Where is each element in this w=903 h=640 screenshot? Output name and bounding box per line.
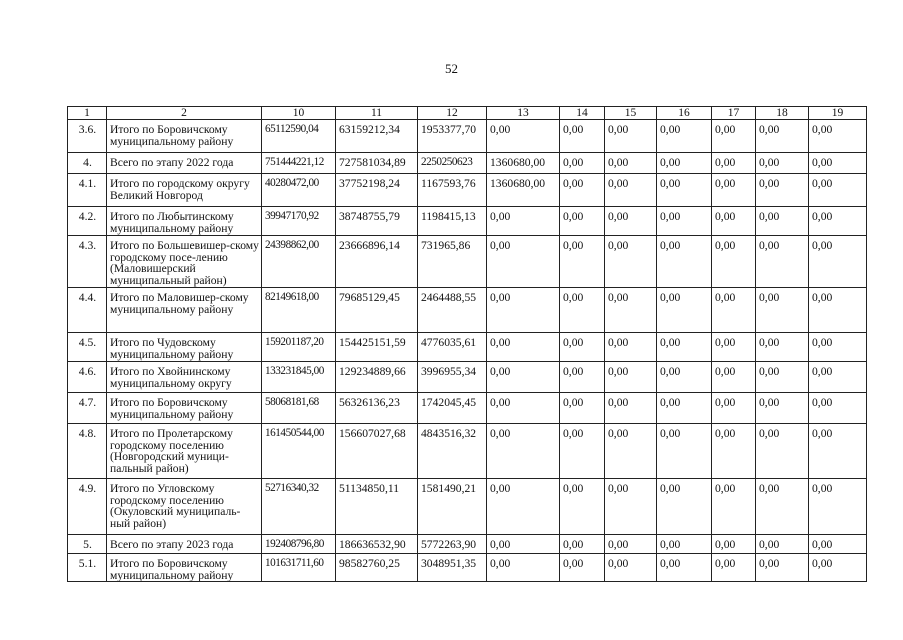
cell-col-17: 0,00	[712, 207, 756, 236]
cell-col-19: 0,00	[809, 120, 867, 153]
cell-col-16: 0,00	[657, 174, 712, 207]
cell-col-18: 0,00	[756, 535, 809, 554]
cell-col-19: 0,00	[809, 424, 867, 479]
cell-col-15: 0,00	[605, 236, 657, 288]
column-header: 13	[487, 107, 560, 120]
cell-col-12: 1198415,13	[418, 207, 487, 236]
cell-col-18: 0,00	[756, 554, 809, 582]
cell-col-16: 0,00	[657, 288, 712, 333]
row-name: Итого по Боровичскому муниципальному району	[107, 554, 262, 582]
cell-col-17: 0,00	[712, 535, 756, 554]
cell-col-13: 0,00	[487, 479, 560, 535]
cell-col-11: 156607027,68	[336, 424, 418, 479]
cell-col-19: 0,00	[809, 393, 867, 424]
cell-col-16: 0,00	[657, 554, 712, 582]
cell-col-15: 0,00	[605, 393, 657, 424]
row-name: Всего по этапу 2022 года	[107, 153, 262, 174]
cell-col-12: 1953377,70	[418, 120, 487, 153]
cell-col-18: 0,00	[756, 362, 809, 393]
cell-col-10: 39947170,92	[262, 207, 336, 236]
row-number: 3.6.	[68, 120, 107, 153]
cell-col-10: 58068181,68	[262, 393, 336, 424]
cell-col-14: 0,00	[560, 535, 605, 554]
cell-col-12: 1167593,76	[418, 174, 487, 207]
table-row	[68, 120, 867, 153]
cell-col-14: 0,00	[560, 554, 605, 582]
cell-col-18: 0,00	[756, 174, 809, 207]
cell-col-18: 0,00	[756, 288, 809, 333]
cell-col-12: 3996955,34	[418, 362, 487, 393]
cell-col-10: 192408796,80	[262, 535, 336, 554]
cell-col-17: 0,00	[712, 153, 756, 174]
table-row	[68, 288, 867, 333]
row-number: 4.4.	[68, 288, 107, 333]
cell-col-19: 0,00	[809, 535, 867, 554]
cell-col-12: 3048951,35	[418, 554, 487, 582]
cell-col-18: 0,00	[756, 479, 809, 535]
column-header: 15	[605, 107, 657, 120]
cell-col-12: 1581490,21	[418, 479, 487, 535]
cell-col-19: 0,00	[809, 333, 867, 362]
cell-col-11: 37752198,24	[336, 174, 418, 207]
cell-col-16: 0,00	[657, 393, 712, 424]
cell-col-18: 0,00	[756, 153, 809, 174]
cell-col-14: 0,00	[560, 207, 605, 236]
cell-col-13: 0,00	[487, 236, 560, 288]
cell-col-12: 4776035,61	[418, 333, 487, 362]
cell-col-10: 159201187,20	[262, 333, 336, 362]
cell-col-14: 0,00	[560, 288, 605, 333]
cell-col-11: 23666896,14	[336, 236, 418, 288]
cell-col-19: 0,00	[809, 153, 867, 174]
cell-col-15: 0,00	[605, 288, 657, 333]
cell-col-15: 0,00	[605, 333, 657, 362]
row-name: Итого по Боровичскому муниципальному району	[107, 393, 262, 424]
column-header: 17	[712, 107, 756, 120]
row-name: Итого по Чудовскому муниципальному району	[107, 333, 262, 362]
cell-col-14: 0,00	[560, 362, 605, 393]
row-number: 5.	[68, 535, 107, 554]
cell-col-10: 82149618,00	[262, 288, 336, 333]
cell-col-18: 0,00	[756, 207, 809, 236]
cell-col-10: 65112590,04	[262, 120, 336, 153]
cell-col-19: 0,00	[809, 288, 867, 333]
row-number: 4.6.	[68, 362, 107, 393]
cell-col-12: 1742045,45	[418, 393, 487, 424]
row-number: 4.5.	[68, 333, 107, 362]
cell-col-11: 56326136,23	[336, 393, 418, 424]
cell-col-11: 63159212,34	[336, 120, 418, 153]
row-number: 4.2.	[68, 207, 107, 236]
cell-col-14: 0,00	[560, 120, 605, 153]
cell-col-15: 0,00	[605, 479, 657, 535]
column-header: 1	[68, 107, 107, 120]
cell-col-15: 0,00	[605, 174, 657, 207]
cell-col-13: 0,00	[487, 554, 560, 582]
row-number: 4.7.	[68, 393, 107, 424]
column-header: 18	[756, 107, 809, 120]
cell-col-13: 0,00	[487, 362, 560, 393]
cell-col-15: 0,00	[605, 424, 657, 479]
row-name: Итого по городскому округу Великий Новгород	[107, 174, 262, 207]
cell-col-18: 0,00	[756, 424, 809, 479]
column-header: 19	[809, 107, 867, 120]
cell-col-19: 0,00	[809, 554, 867, 582]
cell-col-11: 727581034,89	[336, 153, 418, 174]
table-row	[68, 153, 867, 174]
row-name: Итого по Любытинскому муниципальному району	[107, 207, 262, 236]
column-header: 10	[262, 107, 336, 120]
cell-col-13: 0,00	[487, 424, 560, 479]
cell-col-11: 186636532,90	[336, 535, 418, 554]
cell-col-10: 133231845,00	[262, 362, 336, 393]
cell-col-18: 0,00	[756, 333, 809, 362]
cell-col-17: 0,00	[712, 424, 756, 479]
cell-col-13: 0,00	[487, 207, 560, 236]
cell-col-12: 2250250623	[418, 153, 487, 174]
cell-col-19: 0,00	[809, 362, 867, 393]
cell-col-10: 161450544,00	[262, 424, 336, 479]
cell-col-19: 0,00	[809, 174, 867, 207]
cell-col-11: 154425151,59	[336, 333, 418, 362]
cell-col-13: 0,00	[487, 288, 560, 333]
table-row	[68, 424, 867, 479]
budget-table	[67, 106, 867, 582]
cell-col-16: 0,00	[657, 479, 712, 535]
table-row	[68, 393, 867, 424]
row-number: 4.8.	[68, 424, 107, 479]
cell-col-14: 0,00	[560, 424, 605, 479]
cell-col-17: 0,00	[712, 362, 756, 393]
cell-col-14: 0,00	[560, 174, 605, 207]
cell-col-17: 0,00	[712, 479, 756, 535]
row-name: Итого по Большевишер-скому городскому посе-лению (Маловишерский муниципальный район)	[107, 236, 262, 288]
cell-col-10: 751444221,12	[262, 153, 336, 174]
row-number: 4.	[68, 153, 107, 174]
row-name: Итого по Боровичскому муниципальному району	[107, 120, 262, 153]
cell-col-12: 4843516,32	[418, 424, 487, 479]
table-row	[68, 333, 867, 362]
column-header: 11	[336, 107, 418, 120]
cell-col-16: 0,00	[657, 153, 712, 174]
cell-col-16: 0,00	[657, 535, 712, 554]
cell-col-11: 51134850,11	[336, 479, 418, 535]
cell-col-17: 0,00	[712, 120, 756, 153]
cell-col-16: 0,00	[657, 424, 712, 479]
cell-col-11: 38748755,79	[336, 207, 418, 236]
column-header: 16	[657, 107, 712, 120]
cell-col-14: 0,00	[560, 479, 605, 535]
cell-col-19: 0,00	[809, 236, 867, 288]
cell-col-19: 0,00	[809, 479, 867, 535]
cell-col-13: 0,00	[487, 393, 560, 424]
cell-col-18: 0,00	[756, 120, 809, 153]
cell-col-16: 0,00	[657, 362, 712, 393]
cell-col-10: 52716340,32	[262, 479, 336, 535]
cell-col-13: 0,00	[487, 120, 560, 153]
row-number: 4.1.	[68, 174, 107, 207]
cell-col-10: 101631711,60	[262, 554, 336, 582]
cell-col-12: 5772263,90	[418, 535, 487, 554]
cell-col-14: 0,00	[560, 236, 605, 288]
row-number: 4.3.	[68, 236, 107, 288]
cell-col-15: 0,00	[605, 120, 657, 153]
cell-col-11: 129234889,66	[336, 362, 418, 393]
cell-col-17: 0,00	[712, 288, 756, 333]
cell-col-13: 0,00	[487, 333, 560, 362]
table-row	[68, 207, 867, 236]
cell-col-16: 0,00	[657, 236, 712, 288]
header-row	[68, 107, 867, 120]
cell-col-15: 0,00	[605, 153, 657, 174]
row-name: Всего по этапу 2023 года	[107, 535, 262, 554]
cell-col-17: 0,00	[712, 554, 756, 582]
cell-col-13: 0,00	[487, 535, 560, 554]
table-row	[68, 479, 867, 535]
cell-col-11: 98582760,25	[336, 554, 418, 582]
cell-col-12: 2464488,55	[418, 288, 487, 333]
cell-col-14: 0,00	[560, 393, 605, 424]
table-row	[68, 362, 867, 393]
cell-col-15: 0,00	[605, 554, 657, 582]
cell-col-10: 40280472,00	[262, 174, 336, 207]
cell-col-17: 0,00	[712, 333, 756, 362]
cell-col-15: 0,00	[605, 362, 657, 393]
cell-col-11: 79685129,45	[336, 288, 418, 333]
cell-col-16: 0,00	[657, 207, 712, 236]
column-header: 14	[560, 107, 605, 120]
row-name: Итого по Маловишер-скому муниципальному району	[107, 288, 262, 333]
cell-col-13: 1360680,00	[487, 174, 560, 207]
column-header: 12	[418, 107, 487, 120]
row-number: 5.1.	[68, 554, 107, 582]
cell-col-12: 731965,86	[418, 236, 487, 288]
column-header: 2	[107, 107, 262, 120]
cell-col-13: 1360680,00	[487, 153, 560, 174]
row-name: Итого по Пролетарскому городскому поселению (Новгородский муници-пальный район)	[107, 424, 262, 479]
cell-col-18: 0,00	[756, 393, 809, 424]
cell-col-10: 24398862,00	[262, 236, 336, 288]
cell-col-16: 0,00	[657, 333, 712, 362]
cell-col-18: 0,00	[756, 236, 809, 288]
page-number: 52	[445, 61, 458, 76]
cell-col-17: 0,00	[712, 236, 756, 288]
table-row	[68, 174, 867, 207]
row-name: Итого по Хвойнинскому муниципальному округу	[107, 362, 262, 393]
cell-col-16: 0,00	[657, 120, 712, 153]
cell-col-15: 0,00	[605, 207, 657, 236]
cell-col-14: 0,00	[560, 333, 605, 362]
row-number: 4.9.	[68, 479, 107, 535]
cell-col-14: 0,00	[560, 153, 605, 174]
table-row	[68, 554, 867, 582]
cell-col-19: 0,00	[809, 207, 867, 236]
cell-col-17: 0,00	[712, 393, 756, 424]
row-name: Итого по Угловскому городскому поселению (Окуловский муниципаль-ный район)	[107, 479, 262, 535]
table-row	[68, 236, 867, 288]
cell-col-17: 0,00	[712, 174, 756, 207]
cell-col-15: 0,00	[605, 535, 657, 554]
table-row	[68, 535, 867, 554]
